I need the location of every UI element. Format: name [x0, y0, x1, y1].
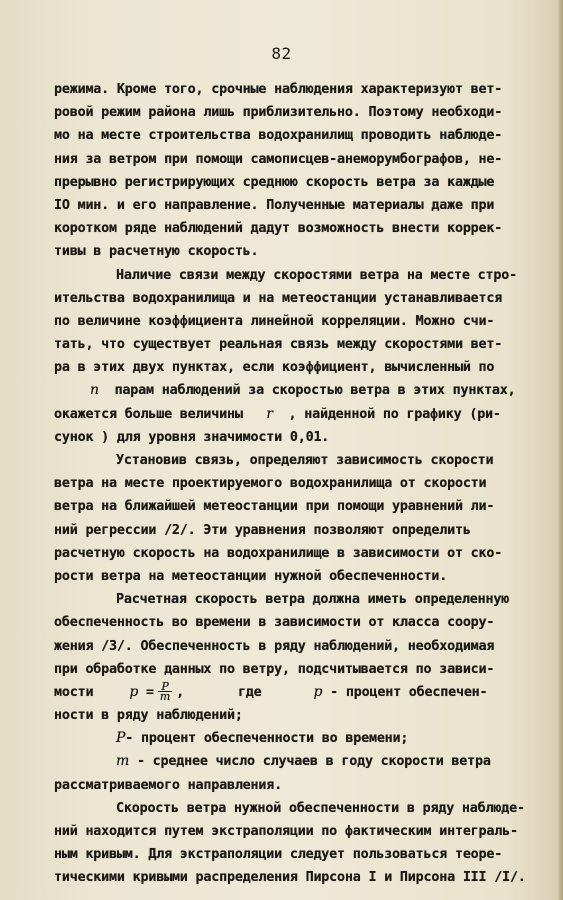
fraction-numerator: P [158, 682, 172, 692]
text-line: ра в этих двух пунктах, если коэффициент, вычисленный по [54, 360, 495, 376]
text-line: тать, что существует реальная связь между скоростями вет- [54, 337, 503, 353]
symbol-P: P [116, 730, 126, 747]
text-line: режима. Кроме того, срочные наблюдения характеризуют вет- [54, 82, 503, 97]
text-line: Наличие связи между скоростями ветра на месте стро- [116, 267, 517, 283]
text-line: ровой режим района лишь приблизительно. Поэтому необходи- [54, 105, 503, 121]
text-line: ности в ряду наблюдений; [54, 708, 243, 724]
text-line: ний находится путем экстраполяции по фактическим интеграль- [54, 824, 518, 839]
text-line: рости ветра на метеостанции нужной обеспеченности. [54, 568, 448, 584]
text-line: m - среднее число случаев в году скорости ветра [116, 753, 491, 770]
text-line: ительства водохранилища и на метеостанции устанавливается [54, 290, 503, 306]
body-text [54, 78, 560, 890]
text-line: ния за ветром при помощи самописцев-анеморумбографов, не- [54, 151, 503, 167]
text-line: коротком ряде наблюдений дадут возможность внести коррек- [54, 221, 503, 237]
text-line: тическими кривыми распределения Пирсона I и Пирсона III /I/. [54, 870, 526, 886]
fraction [158, 680, 172, 704]
fraction-denominator: m [159, 690, 171, 704]
text-line: Установив связь, определяют зависимость скорости [116, 453, 494, 468]
text-line: при обработке данных по ветру, подсчитывается по зависи- [54, 661, 495, 677]
text-line: n парам наблюдений за скоростью ветра в этих пунктах, [90, 382, 516, 399]
text-line: P- процент обеспеченности во времени; [116, 730, 409, 747]
page-number: 82 [271, 44, 292, 63]
text-line: ний регрессии /2/. Эти уравнения позволяют определить [54, 522, 471, 538]
text-line: Скорость ветра нужной обеспеченности в ряду наблюде- [116, 800, 525, 816]
symbol-p-def: p [313, 683, 323, 700]
symbol-m: m [116, 753, 130, 770]
text-line: сунок ) для уровня значимости 0,01. [54, 429, 330, 445]
symbol-r: r [266, 405, 273, 422]
text-line: ветра на месте проектируемого водохранилища от скорости [54, 476, 487, 492]
symbol-n: n [90, 382, 99, 399]
text-line: по величине коэффициента линейной корреляции. Можно счи- [54, 313, 495, 329]
text-line: рассматриваемого направления. [54, 777, 282, 793]
text-line: тивы в расчетную скорость. [54, 244, 259, 260]
text-line: ным кривым. Для экстраполяции следует пользоваться теоре- [54, 847, 503, 863]
text-line: окажется больше величины r , найденной по графику (ри- [54, 405, 501, 422]
text-line: жения /3/. Обеспеченность в ряду наблюдений, необходимая [54, 638, 495, 654]
text-line: расчетную скорость на водохранилище в зависимости от ско- [54, 545, 503, 561]
equals-sign: = [145, 684, 154, 700]
text-line: прерывно регистрирующих среднюю скорость ветра за каждые [54, 174, 495, 190]
text-line: мо на месте строительства водохранилищ проводить наблюде- [54, 128, 503, 144]
text-line: IO мин. и его направление. Полученные материалы даже при [54, 197, 495, 213]
formula-line: мости p = $\frac{P}{m}$ , где p - процент обеспечен- [54, 680, 488, 704]
symbol-p: p [129, 683, 139, 700]
text-line: Расчетная скорость ветра должна иметь определенную [116, 592, 510, 608]
text-line: ветра на ближайшей метеостанции при помощи уравнений ли- [54, 499, 495, 515]
text-line: обеспеченность во времени в зависимости от класса соору- [54, 615, 495, 631]
